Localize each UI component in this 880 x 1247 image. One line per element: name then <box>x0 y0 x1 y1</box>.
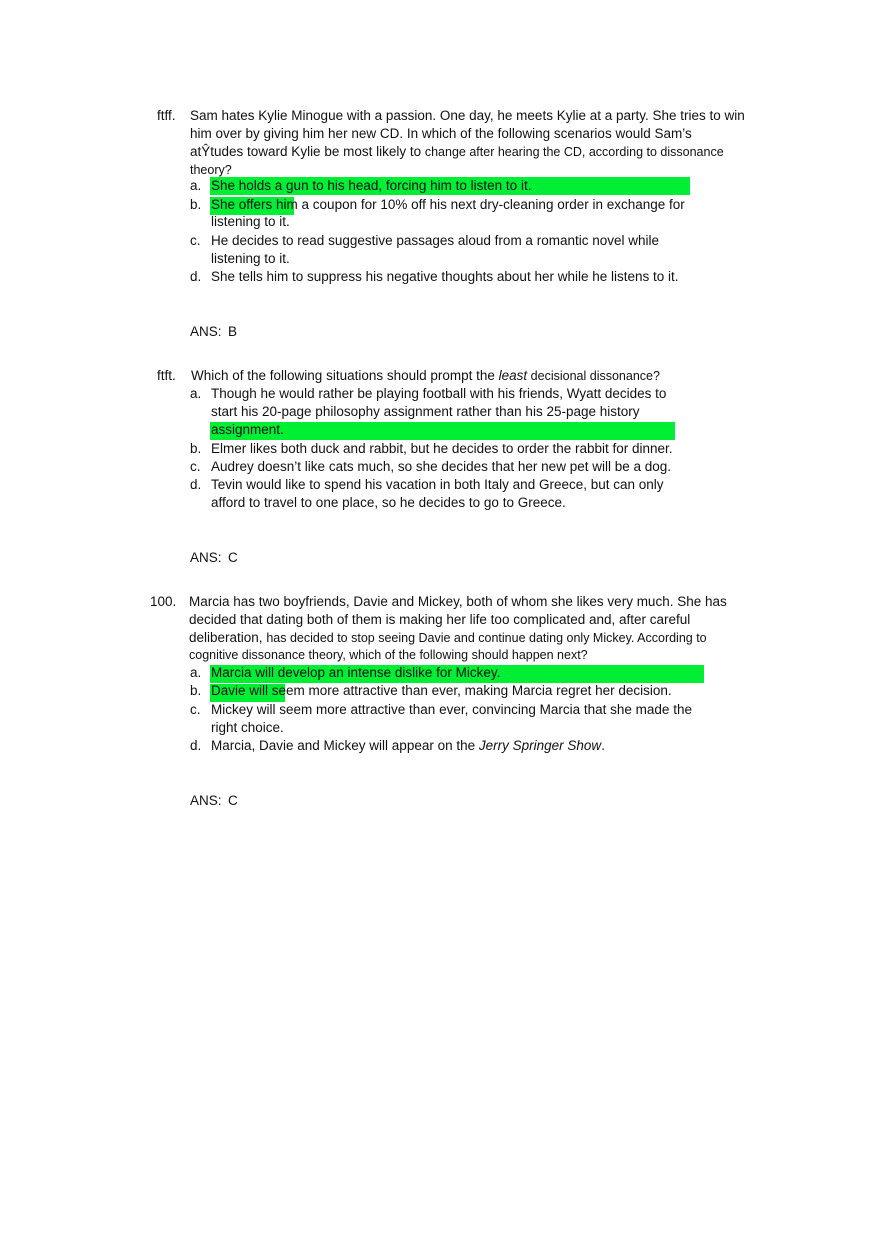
option-text: Davie will seem more attractive than ever, making Marcia regret her decision. <box>211 683 672 698</box>
option-text: Marcia will develop an intense dislike for Mickey. <box>211 665 501 680</box>
question-stem-line: Sam hates Kylie Minogue with a passion. One day, he meets Kylie at a party. She tries to win <box>190 108 745 123</box>
option-letter: d. <box>190 738 202 753</box>
option-text: start his 20-page philosophy assignment rather than his 25-page history <box>211 404 640 419</box>
option-text: He decides to read suggestive passages aloud from a romantic novel while <box>211 233 659 248</box>
question-stem-line: atŶtudes toward Kylie be most likely to change after hearing the CD, according to dissonance <box>190 144 724 159</box>
option-letter: a. <box>190 178 202 193</box>
answer-label: ANS: <box>190 550 222 565</box>
answer-value: B <box>228 324 238 339</box>
option-text: Marcia, Davie and Mickey will appear on the Jerry Springer Show. <box>211 738 605 753</box>
option-letter: b. <box>190 197 202 212</box>
answer-value: C <box>228 550 238 565</box>
option-letter: a. <box>190 665 202 680</box>
question-stem-line: Marcia has two boyfriends, Davie and Mickey, both of whom she likes very much. She has <box>189 594 727 609</box>
question-number: 100. <box>150 594 177 609</box>
option-text: listening to it. <box>211 214 290 229</box>
question-stem-line: decided that dating both of them is making her life too complicated and, after careful <box>189 612 691 627</box>
option-text: assignment. <box>211 422 284 437</box>
option-letter: c. <box>190 233 201 248</box>
question-number: ftff. <box>157 108 176 123</box>
option-letter: d. <box>190 477 202 492</box>
option-text: Mickey will seem more attractive than ever, convincing Marcia that she made the <box>211 702 692 717</box>
answer-value: C <box>228 793 238 808</box>
option-text: right choice. <box>211 720 284 735</box>
question-stem-line: Which of the following situations should prompt the least decisional dissonance? <box>191 368 660 383</box>
answer-label: ANS: <box>190 793 222 808</box>
option-letter: a. <box>190 386 202 401</box>
question-stem-line: cognitive dissonance theory, which of the following should happen next? <box>189 648 588 662</box>
option-text: Audrey doesn’t like cats much, so she decides that her new pet will be a dog. <box>211 459 672 474</box>
question-stem-line: deliberation, has decided to stop seeing Davie and continue dating only Mickey. According to <box>189 630 707 645</box>
question-number: ftft. <box>157 368 176 383</box>
question-stem-line: him over by giving him her new CD. In which of the following scenarios would Sam’s <box>190 126 692 141</box>
option-letter: b. <box>190 441 202 456</box>
answer-label: ANS: <box>190 324 222 339</box>
option-text: Though he would rather be playing football with his friends, Wyatt decides to <box>211 386 667 401</box>
option-letter: c. <box>190 702 201 717</box>
option-text: She tells him to suppress his negative thoughts about her while he listens to it. <box>211 269 679 284</box>
option-text: afford to travel to one place, so he decides to go to Greece. <box>211 495 566 510</box>
option-letter: d. <box>190 269 202 284</box>
question-stem-line: theory? <box>190 163 232 177</box>
option-text: Elmer likes both duck and rabbit, but he decides to order the rabbit for dinner. <box>211 441 673 456</box>
option-text: Tevin would like to spend his vacation in both Italy and Greece, but can only <box>211 477 664 492</box>
option-letter: b. <box>190 683 202 698</box>
option-text: She holds a gun to his head, forcing him to listen to it. <box>211 178 532 193</box>
option-letter: c. <box>190 459 201 474</box>
option-text: She offers him a coupon for 10% off his next dry-cleaning order in exchange for <box>211 197 685 212</box>
option-text: listening to it. <box>211 251 290 266</box>
